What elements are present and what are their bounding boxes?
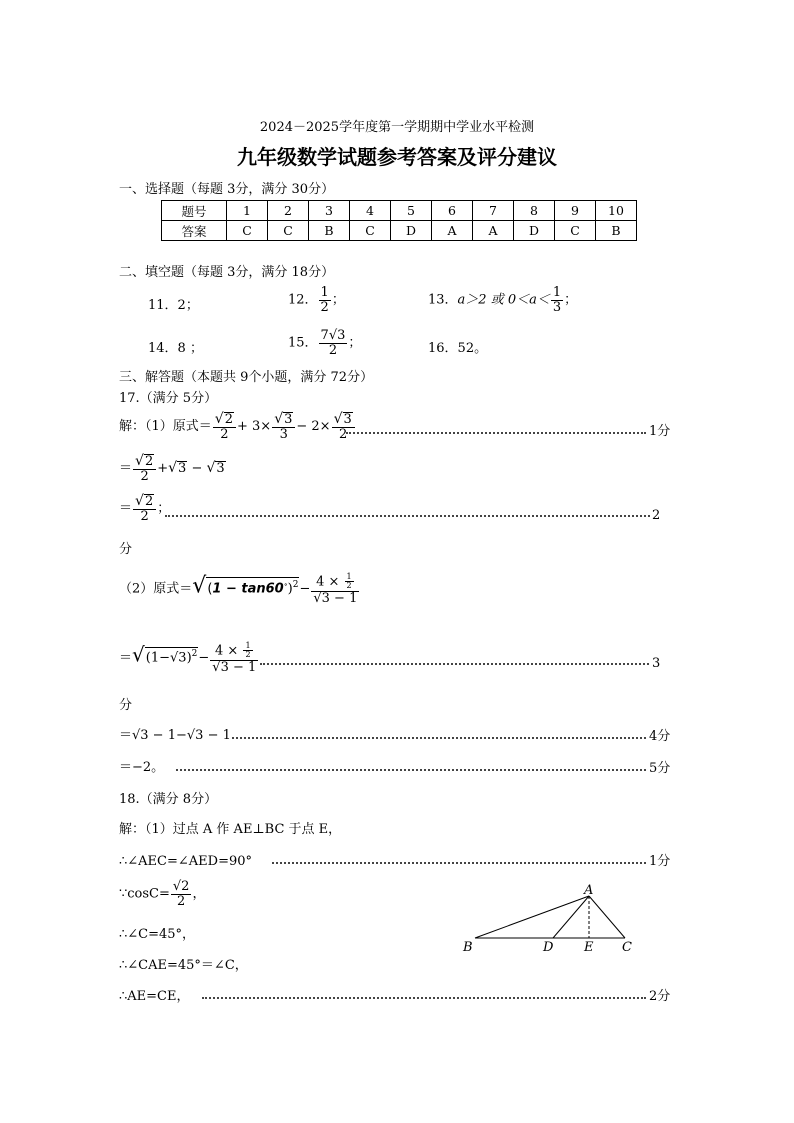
row-header-answer: 答案 [162,221,227,241]
fraction [332,412,355,441]
label-e: E [584,940,594,955]
label-d: D [543,940,554,955]
table-row [162,201,637,221]
triangle-figure [455,878,645,958]
score-mark: 1分 [649,424,671,439]
label-a: A [584,883,594,898]
semicolon: ； [564,292,578,308]
denominator: 2 [177,893,186,909]
radicand: 1−√3 [150,650,187,666]
fraction [133,454,156,483]
numerator: √2 [133,454,156,470]
fraction [171,880,192,908]
score-mark: 4分 [649,729,671,744]
denominator: 2 [140,468,149,484]
question-number-cell: 8 [514,201,555,221]
answer-16: 16．52。 [428,341,488,356]
q17-line-6: ＝√3 − 1−√3 − 1 [119,728,231,743]
numerator: √2 [172,879,190,894]
answer-11: 11．2； [148,298,199,313]
question-number-cell: 2 [268,201,309,221]
q17-line-3: ＝ $\frac{√2}{2}$ ； [119,493,171,524]
q18-line-2: ∴∠AEC=∠AED=90° [119,854,253,869]
fraction [213,412,236,441]
numerator: √2 [213,412,236,428]
answer-15-label: 15． [288,335,318,351]
numerator: 1 [346,572,352,581]
answer-cell: A [473,221,514,241]
numerator: √3 [272,412,295,428]
semicolon: ； [331,292,345,308]
denominator: 3 [279,426,288,442]
denominator: 2 [245,650,251,660]
score-mark: 1分 [649,854,671,869]
answer-cell: D [391,221,432,241]
denominator: 2 [320,299,329,315]
fraction [319,286,331,314]
fraction [272,412,295,441]
q18-line-4: ∴∠C=45°， [119,927,196,942]
q18-line-3-prefix: ∵cosC= [119,886,170,902]
numerator-text: 4 × [316,574,344,590]
answer-15 [288,329,361,357]
answer-cell: A [432,221,473,241]
answer-cell: C [350,221,391,241]
q17-line-1: 解：（1）原式＝ $\frac{√2}{2}$ + 3× $\frac{√3}{3}$ − 2× $\frac{√3}{2}$ [119,412,356,441]
question-number-cell: 1 [227,201,268,221]
q17-heading: 17.（满分 5分） [119,391,218,406]
answer-cell: C [268,221,309,241]
denominator: √3 − 1 [212,659,257,675]
numerator: 1 [245,641,251,650]
label-c: C [622,940,632,955]
answer-cell: C [555,221,596,241]
score-leader [165,515,650,517]
segment-ab [475,896,589,938]
score-leader [272,862,646,864]
score-leader [260,663,649,665]
fraction [311,573,359,605]
question-number-cell: 10 [596,201,637,221]
q18-line-1: 解：（1）过点 A 作 AE⊥BC 于点 E， [119,822,342,837]
denominator: 2 [220,426,229,442]
tan-expression: 1 − tan60 [212,581,284,597]
answer-cell: D [514,221,555,241]
equals: ＝ [119,650,133,666]
numerator: √3 [332,412,355,428]
numerator-text: 4 × [215,643,243,659]
answer-12 [288,286,345,314]
question-number-cell: 5 [391,201,432,221]
denominator: 2 [328,342,338,358]
numerator: 1 [552,285,562,300]
answer-13 [428,286,577,314]
row-header-number: 题号 [162,201,227,221]
q17-line-1-prefix: 解：（1）原式＝ [119,419,212,435]
denominator: 2 [140,508,149,524]
numerator: 7√3 [320,328,346,343]
score-unit: 分 [119,698,133,713]
q17-part-2-prefix: （2）原式＝ [119,581,193,597]
equals: ＝ [119,461,133,477]
q18-line-6: ∴AE=CE， [119,989,190,1004]
q17-line-7: ＝−2。 [119,760,165,775]
section-3-heading: 三、解答题（本题共 9个小题，满分 72分） [119,370,374,385]
fraction-half [243,642,252,660]
fraction [551,286,563,314]
exam-subtitle: 2024－2025学年度第一学期期中学业水平检测 [259,120,535,135]
answer-cell: B [309,221,350,241]
q18-heading: 18.（满分 8分） [119,792,218,807]
label-b: B [463,940,473,955]
question-number-cell: 4 [350,201,391,221]
question-number-cell: 6 [432,201,473,221]
fraction-half [345,573,354,591]
score-leader [176,769,646,771]
q18-line-5: ∴∠CAE=45°＝∠C， [119,958,248,973]
score-mark: 2分 [649,989,671,1004]
score-leader [232,737,646,739]
question-number-cell: 3 [309,201,350,221]
answer-14: 14．8 ； [148,341,203,356]
score-leader [202,997,646,999]
question-number-cell: 9 [555,201,596,221]
table-row [162,221,637,241]
numerator: √2 [133,494,156,510]
page-title: 九年级数学试题参考答案及评分建议 [237,145,557,169]
answer-13-text: a＞2 或 0＜a＜ [457,292,550,308]
semicolon: ； [348,335,362,351]
score-mark: 5分 [649,761,671,776]
answer-table [161,200,637,241]
section-2-heading: 二、填空题（每题 3分，满分 18分） [119,265,335,280]
q17-part-2: （2）原式$=√(1 - \tan 60^\circ)^2-$ 4 × $\frac{1}{2}$ √3 − 1 [119,572,358,606]
score-mark: 3 [652,656,661,671]
numerator [311,573,359,592]
numerator: 1 [320,285,329,300]
numerator [210,642,258,661]
comma: ， [192,886,206,902]
question-number-cell: 7 [473,201,514,221]
q17-line-5: $=√(1-√3)^2-$ 4 × $\frac{1}{2}$ √3 − 1 [119,641,257,675]
q17-line-2: ＝ $\frac{√2}{2}$ +√3 − √3 [119,453,225,484]
equals: ＝ [119,501,133,517]
fraction [133,494,156,523]
denominator: 2 [339,426,348,442]
answer-cell: B [596,221,637,241]
denominator: 3 [552,299,562,315]
denominator: √3 − 1 [313,590,358,606]
denominator: 2 [346,581,352,591]
fraction [319,329,348,357]
segment-ac [589,896,625,938]
score-mark: 2 [652,508,661,523]
answer-12-label: 12． [288,292,318,308]
answer-cell: C [227,221,268,241]
section-1-heading: 一、选择题（每题 3分，满分 30分） [119,182,335,197]
fraction [210,642,258,674]
score-leader [346,432,646,434]
score-unit: 分 [119,542,133,557]
q18-line-3 [119,880,205,908]
answer-13-label: 13． [428,292,458,308]
